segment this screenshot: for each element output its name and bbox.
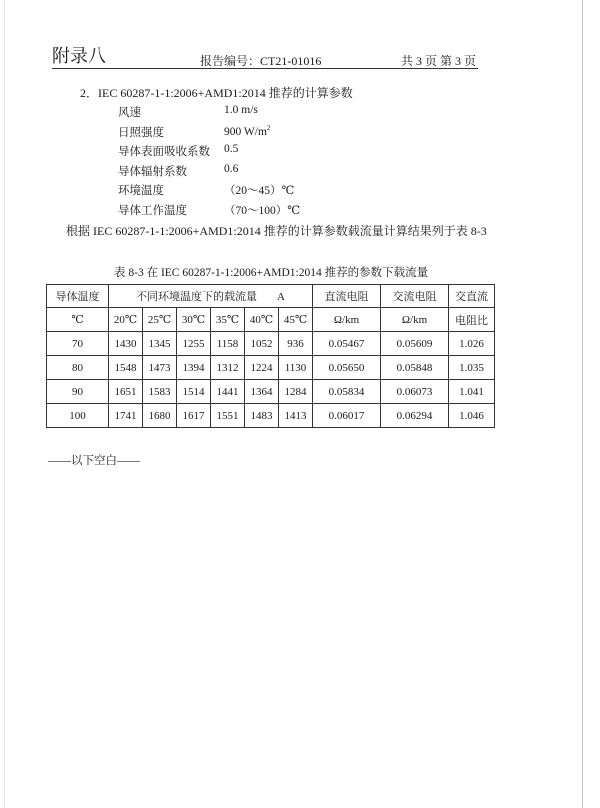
cell-ampacity: 1680: [143, 404, 177, 428]
cell-ampacity: 1473: [143, 356, 177, 380]
cell-ratio: 1.041: [449, 380, 495, 404]
table-row: [47, 404, 495, 428]
scan-edge-left: [4, 0, 5, 808]
cell-conductor-temp: 80: [47, 356, 109, 380]
header-conductor-temp: 导体温度: [47, 285, 109, 308]
param-value: 0.5: [224, 143, 239, 155]
section-heading: 2．IEC 60287-1-1:2006+AMD1:2014 推荐的计算参数: [80, 86, 353, 100]
table-row: [47, 356, 495, 380]
param-value: （70～100）℃: [224, 204, 301, 217]
cell-ampacity: 1255: [177, 332, 211, 356]
cell-conductor-temp: 70: [47, 332, 109, 356]
cell-ratio: 1.046: [449, 404, 495, 428]
cell-ampacity: 1441: [211, 380, 245, 404]
header-ambient-temp: 20℃: [109, 308, 143, 332]
cell-ampacity: 1583: [143, 380, 177, 404]
cell-conductor-temp: 90: [47, 380, 109, 404]
header-temp-unit: ℃: [47, 308, 109, 332]
cell-dc-resistance: 0.05650: [313, 356, 381, 380]
header-ambient-temp: 30℃: [177, 308, 211, 332]
summary-text: 根据 IEC 60287-1-1:2006+AMD1:2014 推荐的计算参数载流量计算结果列于表 8-3: [66, 224, 487, 238]
page-header: [52, 40, 478, 66]
param-name: 导体辐射系数: [118, 165, 187, 178]
param-value: 0.6: [224, 162, 239, 175]
param-value-superscript: 2: [266, 123, 271, 132]
header-ambient-temp: 25℃: [143, 308, 177, 332]
cell-ampacity: 1651: [109, 380, 143, 404]
table-header-row: [47, 285, 495, 308]
cell-ampacity: 1483: [245, 404, 279, 428]
cell-conductor-temp: 100: [47, 404, 109, 428]
header-rule: [52, 68, 478, 69]
header-ampacity: [109, 285, 313, 308]
cell-ampacity: 1430: [109, 332, 143, 356]
cell-dc-resistance: 0.06017: [313, 404, 381, 428]
blank-below-note: ——以下空白——: [48, 455, 140, 467]
cell-ampacity: 1158: [211, 332, 245, 356]
cell-ratio: 1.035: [449, 356, 495, 380]
cell-ampacity: 1224: [245, 356, 279, 380]
cell-ampacity: 1413: [279, 404, 313, 428]
cell-ampacity: 1312: [211, 356, 245, 380]
param-name: 环境温度: [118, 185, 164, 197]
cell-ampacity: 1394: [177, 356, 211, 380]
cell-ac-resistance: 0.05848: [381, 356, 449, 380]
param-value: 1.0 m/s: [224, 104, 258, 116]
param-name: 日照强度: [118, 126, 164, 139]
cell-ac-resistance: 0.06073: [381, 380, 449, 404]
header-ac-resistance: 交流电阻: [381, 285, 449, 308]
scan-edge-right: [582, 0, 583, 808]
table-caption: 表 8-3 在 IEC 60287-1-1:2006+AMD1:2014 推荐的参数下载流量: [114, 267, 429, 279]
cell-ampacity: 1551: [211, 404, 245, 428]
param-name: 导体表面吸收系数: [118, 146, 210, 158]
cell-ampacity: 1617: [177, 404, 211, 428]
header-ambient-temp: 35℃: [211, 308, 245, 332]
cell-ac-resistance: 0.05609: [381, 332, 449, 356]
header-ampacity-title: 不同环境温度下的载流量: [136, 291, 258, 303]
header-ampacity-unit: A: [277, 291, 285, 303]
cell-dc-resistance: 0.05467: [313, 332, 381, 356]
ampacity-table: [46, 284, 495, 428]
cell-ratio: 1.026: [449, 332, 495, 356]
report-number: 报告编号：CT21-01016: [200, 54, 322, 68]
cell-ampacity: 1741: [109, 404, 143, 428]
cell-ampacity: 936: [279, 332, 313, 356]
header-dc-resistance: 直流电阻: [313, 285, 381, 308]
cell-ampacity: 1284: [279, 380, 313, 404]
header-ratio-line1: 交直流: [449, 285, 495, 308]
param-name: 风速: [118, 107, 141, 119]
cell-ampacity: 1364: [245, 380, 279, 404]
cell-ac-resistance: 0.06294: [381, 404, 449, 428]
table-row: [47, 332, 495, 356]
header-ambient-temp: 45℃: [279, 308, 313, 332]
table-header-row: [47, 308, 495, 332]
header-dc-unit: Ω/km: [313, 308, 381, 332]
table-row: [47, 380, 495, 404]
page-count: 共 3 页 第 3 页: [400, 54, 476, 68]
cell-dc-resistance: 0.05834: [313, 380, 381, 404]
param-value: [224, 124, 270, 138]
cell-ampacity: 1130: [279, 356, 313, 380]
header-ac-unit: Ω/km: [381, 308, 449, 332]
cell-ampacity: 1052: [245, 332, 279, 356]
appendix-title: 附录八: [52, 46, 106, 67]
cell-ampacity: 1514: [177, 380, 211, 404]
header-ambient-temp: 40℃: [245, 308, 279, 332]
cell-ampacity: 1548: [109, 356, 143, 380]
cell-ampacity: 1345: [143, 332, 177, 356]
param-value: （20～45）℃: [224, 185, 295, 197]
param-name: 导体工作温度: [118, 204, 187, 217]
header-ratio-line2: 电阻比: [449, 308, 495, 332]
param-value-text: 900 W/m: [224, 125, 267, 138]
